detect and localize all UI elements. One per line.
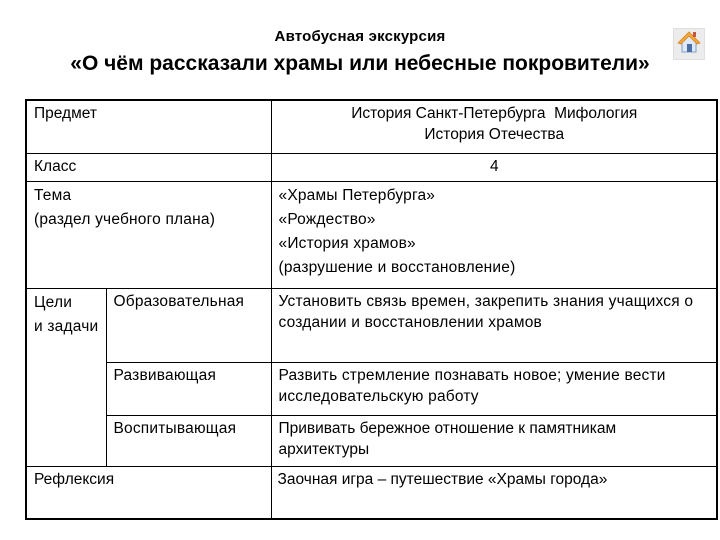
home-button[interactable] bbox=[673, 28, 705, 60]
row-goal-educational bbox=[26, 289, 717, 363]
grade-label: Класс bbox=[26, 154, 271, 182]
topic-label-line2: (раздел учебного плана) bbox=[34, 211, 216, 228]
subject-value bbox=[271, 100, 717, 154]
home-icon bbox=[676, 29, 702, 60]
slide-title: «О чём рассказали храмы или небесные покровители» bbox=[70, 52, 650, 75]
lesson-plan-table bbox=[25, 99, 718, 520]
topic-label bbox=[26, 182, 271, 289]
goal-type: Образовательная bbox=[106, 289, 271, 363]
topic-value: (разрушение и восстановление) bbox=[278, 259, 516, 276]
subject-value-line2: История Отечества bbox=[424, 126, 565, 143]
goal-text: Развить стремление познавать новое; умение вести исследовательскую работу bbox=[271, 363, 717, 416]
row-subject bbox=[26, 100, 717, 154]
goals-label-line1: Цели bbox=[34, 294, 73, 311]
topic-values bbox=[271, 182, 717, 289]
row-reflection bbox=[26, 467, 717, 520]
row-goal-upbringing bbox=[26, 416, 717, 467]
topic-label-line1: Тема bbox=[34, 187, 72, 204]
row-grade bbox=[26, 154, 717, 182]
goal-text: Установить связь времен, закрепить знания учащихся о создании и восстановлении храмов bbox=[271, 289, 717, 363]
goal-type: Воспитывающая bbox=[106, 416, 271, 467]
row-goal-developmental bbox=[26, 363, 717, 416]
topic-value: «Храмы Петербурга» bbox=[278, 187, 436, 204]
goal-type: Развивающая bbox=[106, 363, 271, 416]
row-topic bbox=[26, 182, 717, 289]
slide-subtitle: Автобусная экскурсия bbox=[274, 28, 446, 45]
subject-label: Предмет bbox=[26, 100, 271, 154]
goals-label-line2: и задачи bbox=[34, 318, 99, 335]
goal-text: Прививать бережное отношение к памятникам архитектуры bbox=[271, 416, 717, 467]
grade-value: 4 bbox=[271, 154, 717, 182]
subject-value-line1: История Санкт-Петербурга Мифология bbox=[351, 105, 638, 122]
topic-value: «Рождество» bbox=[278, 211, 376, 228]
goals-label bbox=[26, 289, 106, 467]
topic-value: «История храмов» bbox=[278, 235, 416, 252]
reflection-value: Заочная игра – путешествие «Храмы города» bbox=[271, 467, 717, 520]
reflection-label: Рефлексия bbox=[26, 467, 271, 520]
